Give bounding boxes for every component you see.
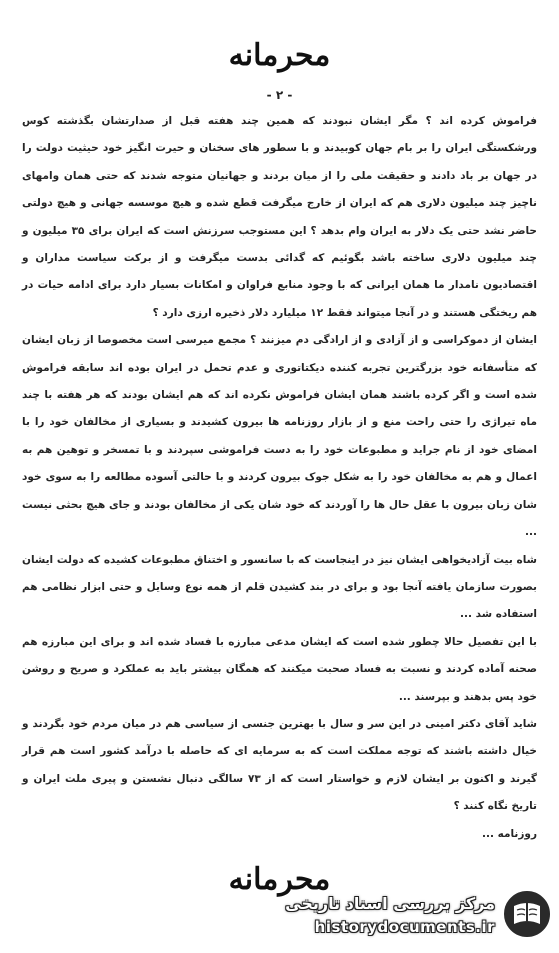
book-seal-icon: [501, 888, 553, 940]
footnote-paragraph: شاید آقای دکتر امینی در این سر و سال با بهترین جنسی از سیاسی هم در میان مردم خود بگردند و خیال داشته باشند که توجه مملکت است که به سرمایه ای که حاصله با درآمد کشور است هم قرار گیرند و اکنون بر ایشان لازم و خواستار است که از ۷۳ سالگی دنبال نشستن و پیری ملت ایران و تاریخ نگاه کنند ؟: [22, 717, 537, 813]
watermark: [263, 888, 553, 948]
source-note: روزنامه ...: [482, 827, 537, 840]
classification-stamp-top: محرمانه: [228, 38, 331, 73]
paragraph: شاه بیت آزادیخواهی ایشان نیز در اینجاست که با سانسور و اختناق مطبوعات کشیده که دولت ایشان بصورت سازمان یافته آنجا بود و برای در بند کشیدن قلم از همه نوع وسایل و حتی ابزار نظامی هم استفاده شد ...: [22, 553, 537, 621]
classification-stamp-bottom: محرمانه: [228, 862, 331, 897]
watermark-title: مرکز بررسی اسناد تاریخی: [285, 894, 495, 913]
paragraph: فراموش کرده اند ؟ مگر ایشان نبودند که همین چند هفته قبل از صدارتشان بگذشته کوس ورشکستگی ایران را بر بام جهان کوبیدند و با سطور های سخنان و حیرت انگیز خود حیثیت دولت را در جهان بر باد دادند و حقیقت ملی را از میان بردند و جهانیان متوجه شدند که حتی همان وامهای ناچیز چند میلیون دلاری هم که ایران از خارج میگرفت قطع شده و هیچ موسسه جهانی و هیچ دولتی حاضر نشد حتی یک دلار به ایران وام بدهد ؟ این مستوجب سرزنش است که ایران برای ۳۵ میلیون و چند میلیون دلاری ساخته باشد بگوئیم که گدائی بدست میگرفت و از برکت سیاست مداران و اقتصادیون نامدار ما همان ایرانی که با وجود منابع فراوان و امکانات بسیار دارد برای ادامه حیات در هم ریختگی هستند و در آنجا میتواند فقط ۱۲ میلیارد دلار ذخیره ارزی دارد ؟: [22, 115, 537, 319]
watermark-url[interactable]: historydocuments.ir: [314, 918, 495, 936]
page-number: - ۲ -: [266, 88, 293, 102]
paragraph: با این تفصیل حالا چطور شده است که ایشان مدعی مبارزه با فساد شده اند و برای این مبارزه هم صحنه آماده کردند و نسبت به فساد صحبت میکنند که همگان بیشتر باید به عملکرد و صریح و روشن خود پس بدهند و بپرسند ...: [22, 635, 537, 703]
paragraph: ایشان از دموکراسی و از آزادی و از ارادگی دم میزنند ؟ مجمع میرسی است مخصوصا از زبان ایشان که متأسفانه خود بزرگترین تجربه کننده دیکتاتوری و عدم تحمل در ایران بوده اند سابقه فراموش شده است و اگر کرده باشند همان ایشان فراموش نکرده اند که هم ایشان بودند که هر هفته با چند ماه تیراژی را حتی راحت منع و از بازار روزنامه ها بیرون کشیدند و بسیاری از مخالفان خود را با امضای خود از نام جراید و مطبوعات خود را به دست فراموشی سپردند و با تمسخر و توهین هم به اعمال و هم به مخالفان خود را به شکل جوک بیرون کردند و با حالتی آسوده مطالعه را به سوی خود شان زبان بیرون با عقل حال ها را آوردند که خود شان یکی از مخالفان بودند و جای هیچ بحثی نیست ...: [22, 334, 537, 539]
document-body: [22, 108, 537, 850]
